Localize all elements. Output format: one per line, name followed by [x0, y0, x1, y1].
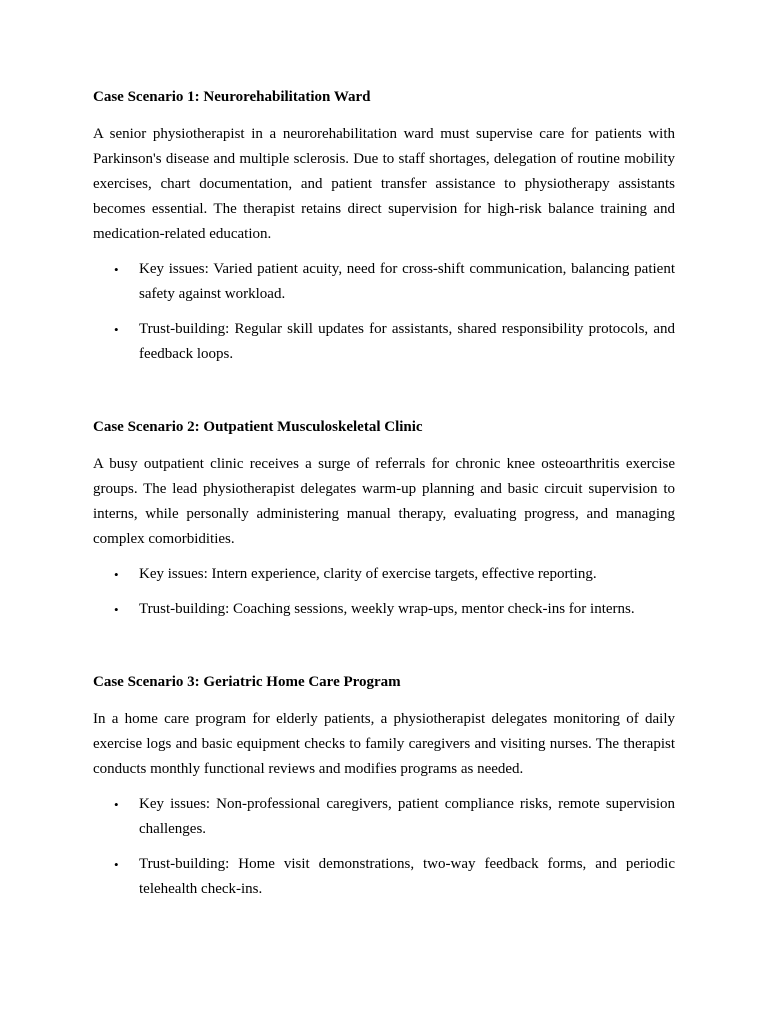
section-heading: Case Scenario 3: Geriatric Home Care Program: [93, 674, 401, 690]
section-gap: [93, 377, 675, 417]
list-item: [93, 597, 675, 622]
bullet-icon: •: [114, 602, 119, 617]
bullet-text: Key issues: Non-professional caregivers, patient compliance risks, remote supervision challenges.: [139, 796, 675, 837]
section-heading: Case Scenario 1: Neurorehabilitation Ward: [93, 89, 371, 105]
section-gap: [93, 632, 675, 672]
section-paragraph: A senior physiotherapist in a neurorehabilitation ward must supervise care for patients with Parkinson's disease and multiple sclerosis. Due to staff shortages, delegation of routine mobility exercises, chart documentation, and patient transfer assistance to physiotherapy assistants becomes essential. The therapist retains direct supervision for high-risk balance training and medication-related education.: [93, 126, 675, 242]
bullet-icon: •: [114, 857, 119, 872]
list-item: [93, 792, 675, 842]
section-paragraph: A busy outpatient clinic receives a surge of referrals for chronic knee osteoarthritis exercise groups. The lead physiotherapist delegates warm-up planning and basic circuit supervision to interns, while personally administering manual therapy, evaluating progress, and managing complex comorbidities.: [93, 456, 675, 547]
bullet-list: [93, 257, 675, 367]
bullet-icon: •: [114, 567, 119, 582]
bullet-list: [93, 792, 675, 902]
bullet-icon: •: [114, 322, 119, 337]
case-scenario-1: [93, 87, 675, 367]
bullet-list: [93, 562, 675, 622]
bullet-text: Key issues: Intern experience, clarity of exercise targets, effective reporting.: [139, 566, 597, 582]
list-item: [93, 852, 675, 902]
list-item: [93, 317, 675, 367]
bullet-text: Trust-building: Home visit demonstrations, two-way feedback forms, and periodic telehealth check-ins.: [139, 856, 675, 897]
case-scenario-3: [93, 672, 675, 902]
list-item: [93, 257, 675, 307]
bullet-icon: •: [114, 797, 119, 812]
bullet-text: Trust-building: Coaching sessions, weekly wrap-ups, mentor check-ins for interns.: [139, 601, 635, 617]
section-paragraph: In a home care program for elderly patients, a physiotherapist delegates monitoring of daily exercise logs and basic equipment checks to family caregivers and visiting nurses. The therapist conducts monthly functional reviews and modifies programs as needed.: [93, 711, 675, 777]
bullet-text: Trust-building: Regular skill updates for assistants, shared responsibility protocols, and feedback loops.: [139, 321, 675, 362]
list-item: [93, 562, 675, 587]
bullet-icon: •: [114, 262, 119, 277]
section-heading: Case Scenario 2: Outpatient Musculoskeletal Clinic: [93, 419, 423, 435]
case-scenario-2: [93, 417, 675, 622]
bullet-text: Key issues: Varied patient acuity, need for cross-shift communication, balancing patient safety against workload.: [139, 261, 675, 302]
